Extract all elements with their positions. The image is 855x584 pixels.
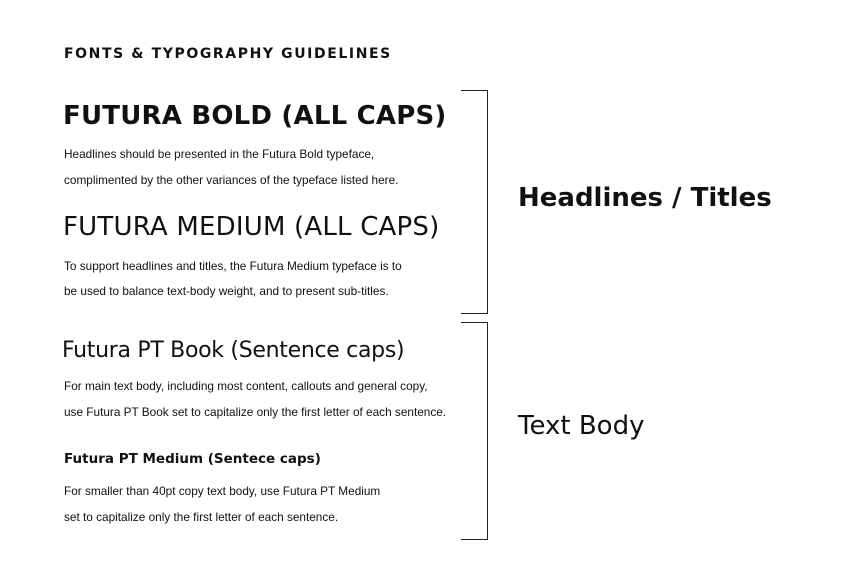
text-body-bracket: [461, 322, 488, 540]
futura-bold-description-line-2: complimented by the other variances of the typeface listed here.: [64, 173, 399, 187]
page-title: FONTS & TYPOGRAPHY GUIDELINES: [64, 46, 392, 62]
futura-book-description-line-2: use Futura PT Book set to capitalize only the first letter of each sentence.: [64, 405, 447, 419]
futura-bold-description-line-1: Headlines should be presented in the Futura Bold typeface,: [64, 147, 375, 161]
futura-pt-medium-heading: Futura PT Medium (Sentece caps): [64, 451, 321, 467]
futura-medium-heading: FUTURA MEDIUM (ALL CAPS): [63, 212, 440, 242]
futura-bold-heading: FUTURA BOLD (ALL CAPS): [63, 101, 447, 131]
headlines-group-label: Headlines / Titles: [518, 183, 772, 213]
futura-pt-medium-description-line-2: set to capitalize only the first letter of each sentence.: [64, 510, 339, 524]
futura-medium-description-line-1: To support headlines and titles, the Futura Medium typeface is to: [64, 259, 402, 273]
headlines-bracket: [461, 90, 488, 314]
futura-book-description-line-1: For main text body, including most content, callouts and general copy,: [64, 379, 428, 393]
futura-book-heading: Futura PT Book (Sentence caps): [62, 338, 405, 363]
text-body-group-label: Text Body: [518, 411, 645, 441]
futura-pt-medium-description-line-1: For smaller than 40pt copy text body, use Futura PT Medium: [64, 484, 381, 498]
futura-medium-description-line-2: be used to balance text-body weight, and to present sub-titles.: [64, 284, 389, 298]
